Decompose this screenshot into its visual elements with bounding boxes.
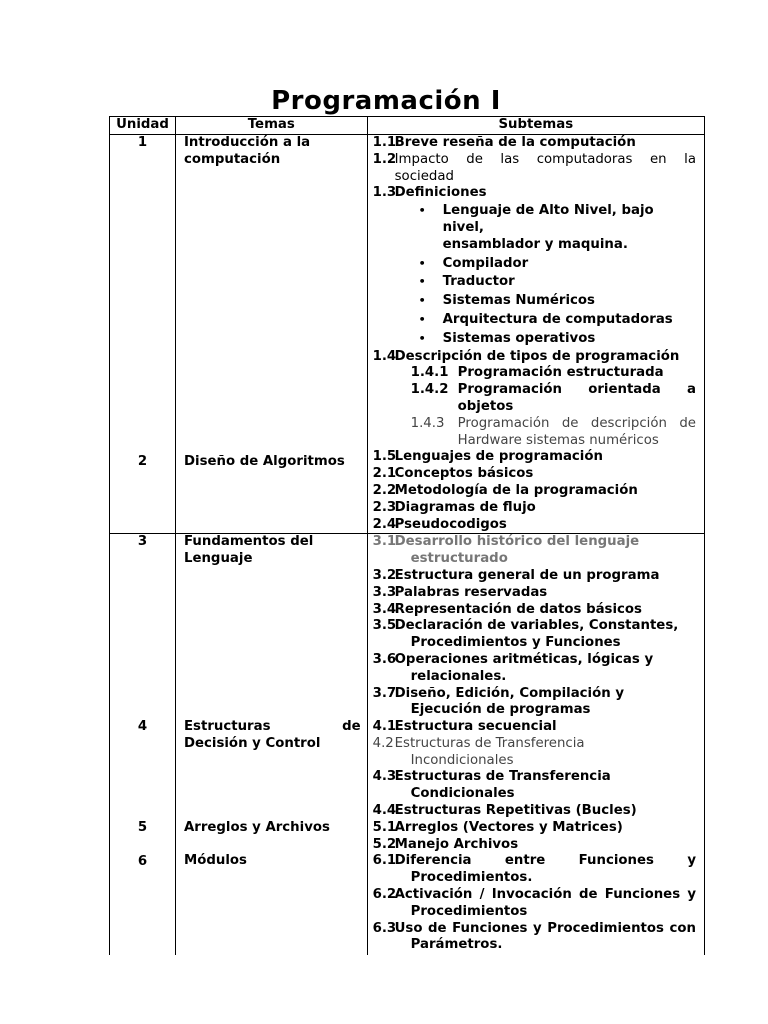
list-item: 3.2 Estructura general de un programa	[372, 567, 660, 583]
list-item: • Lenguaje de Alto Nivel, bajo nivel, ensamblador y maquina.	[418, 203, 654, 252]
header-subtemas: Subtemas	[367, 117, 704, 135]
list-item: 1.3 Definiciones	[372, 185, 487, 201]
table-header	[110, 117, 705, 135]
list-item: 3.3 Palabras reservadas	[372, 584, 548, 600]
list-item: 3.4 Representación de datos básicos	[372, 601, 642, 617]
list-item: 2.4 Pseudocodigos	[372, 516, 507, 532]
list-item: 6.3 Uso de Funciones y Procedimientos con Parámetros.	[372, 920, 696, 953]
unit-number: 4	[137, 719, 148, 735]
unit-number: 3	[137, 534, 148, 550]
list-item: • Arquitectura de computadoras	[418, 311, 673, 327]
unit-topic: Introducción a la computación	[183, 135, 311, 167]
list-item: 2.1 Conceptos básicos	[372, 466, 534, 482]
unit-topic: Diseño de Algoritmos	[183, 453, 345, 469]
syllabus-table	[109, 116, 705, 955]
page-title: Programación I	[271, 86, 501, 116]
list-item: 2.2 Metodología de la programación	[372, 482, 638, 498]
unit-topic: Fundamentos del Lenguaje	[183, 534, 314, 567]
list-item: 4.3 Estructuras de Transferencia Condicionales	[372, 769, 611, 802]
unit-number: 2	[137, 453, 148, 469]
list-item: 2.3 Diagramas de flujo	[372, 499, 536, 515]
unit-number: 6	[137, 853, 148, 869]
table-row	[110, 534, 705, 955]
unit-topic: Estructuras de Decisión y Control	[183, 718, 361, 751]
list-item: • Traductor	[418, 274, 515, 290]
header-temas: Temas	[175, 117, 367, 135]
list-item: 5.2 Manejo Archivos	[372, 836, 519, 852]
table-row	[110, 135, 705, 534]
list-item: 1.2 Impacto de las computadoras en la sociedad	[372, 151, 696, 184]
list-item: 4.2 Estructuras de Transferencia Incondicionales	[372, 735, 585, 768]
list-item: 3.6 Operaciones aritméticas, lógicas y relacionales.	[372, 651, 654, 684]
list-item: 3.7 Diseño, Edición, Compilación y Ejecución de programas	[372, 685, 625, 718]
list-item: • Sistemas operativos	[418, 330, 596, 346]
list-item: 4.1 Estructura secuencial	[372, 719, 557, 735]
list-item: 1.4.1 Programación estructurada	[410, 365, 664, 381]
unit-topic: Arreglos y Archivos	[183, 819, 330, 835]
list-item: 1.5 Lenguajes de programación	[372, 449, 603, 465]
list-item: • Sistemas Numéricos	[418, 293, 595, 309]
list-item: 6.1 Diferencia entre Funciones y Procedimientos.	[372, 853, 696, 886]
list-item: 4.4 Estructuras Repetitivas (Bucles)	[372, 803, 637, 819]
list-item: 1.4.2 Programación orientada a objetos	[410, 382, 696, 414]
unit-topic: Módulos	[183, 853, 247, 869]
list-item: 1.1 Breve reseña de la computación	[372, 135, 636, 150]
header-unidad: Unidad	[110, 117, 176, 135]
list-item: • Compilador	[418, 255, 529, 271]
list-item: 5.1 Arreglos (Vectores y Matrices)	[372, 819, 623, 835]
list-item: 3.1 Desarrollo histórico del lenguaje estructurado	[372, 534, 640, 567]
list-item: 1.4 Descripción de tipos de programación	[372, 348, 680, 364]
unit-number: 5	[137, 819, 148, 835]
list-item: 3.5 Declaración de variables, Constantes, Procedimientos y Funciones	[372, 618, 679, 651]
list-item: 1.4.3 Programación de descripción de Hardware sistemas numéricos	[410, 415, 696, 448]
list-item: 6.2 Activación / Invocación de Funciones y Procedimientos	[372, 887, 696, 919]
unit-number: 1	[137, 135, 148, 150]
